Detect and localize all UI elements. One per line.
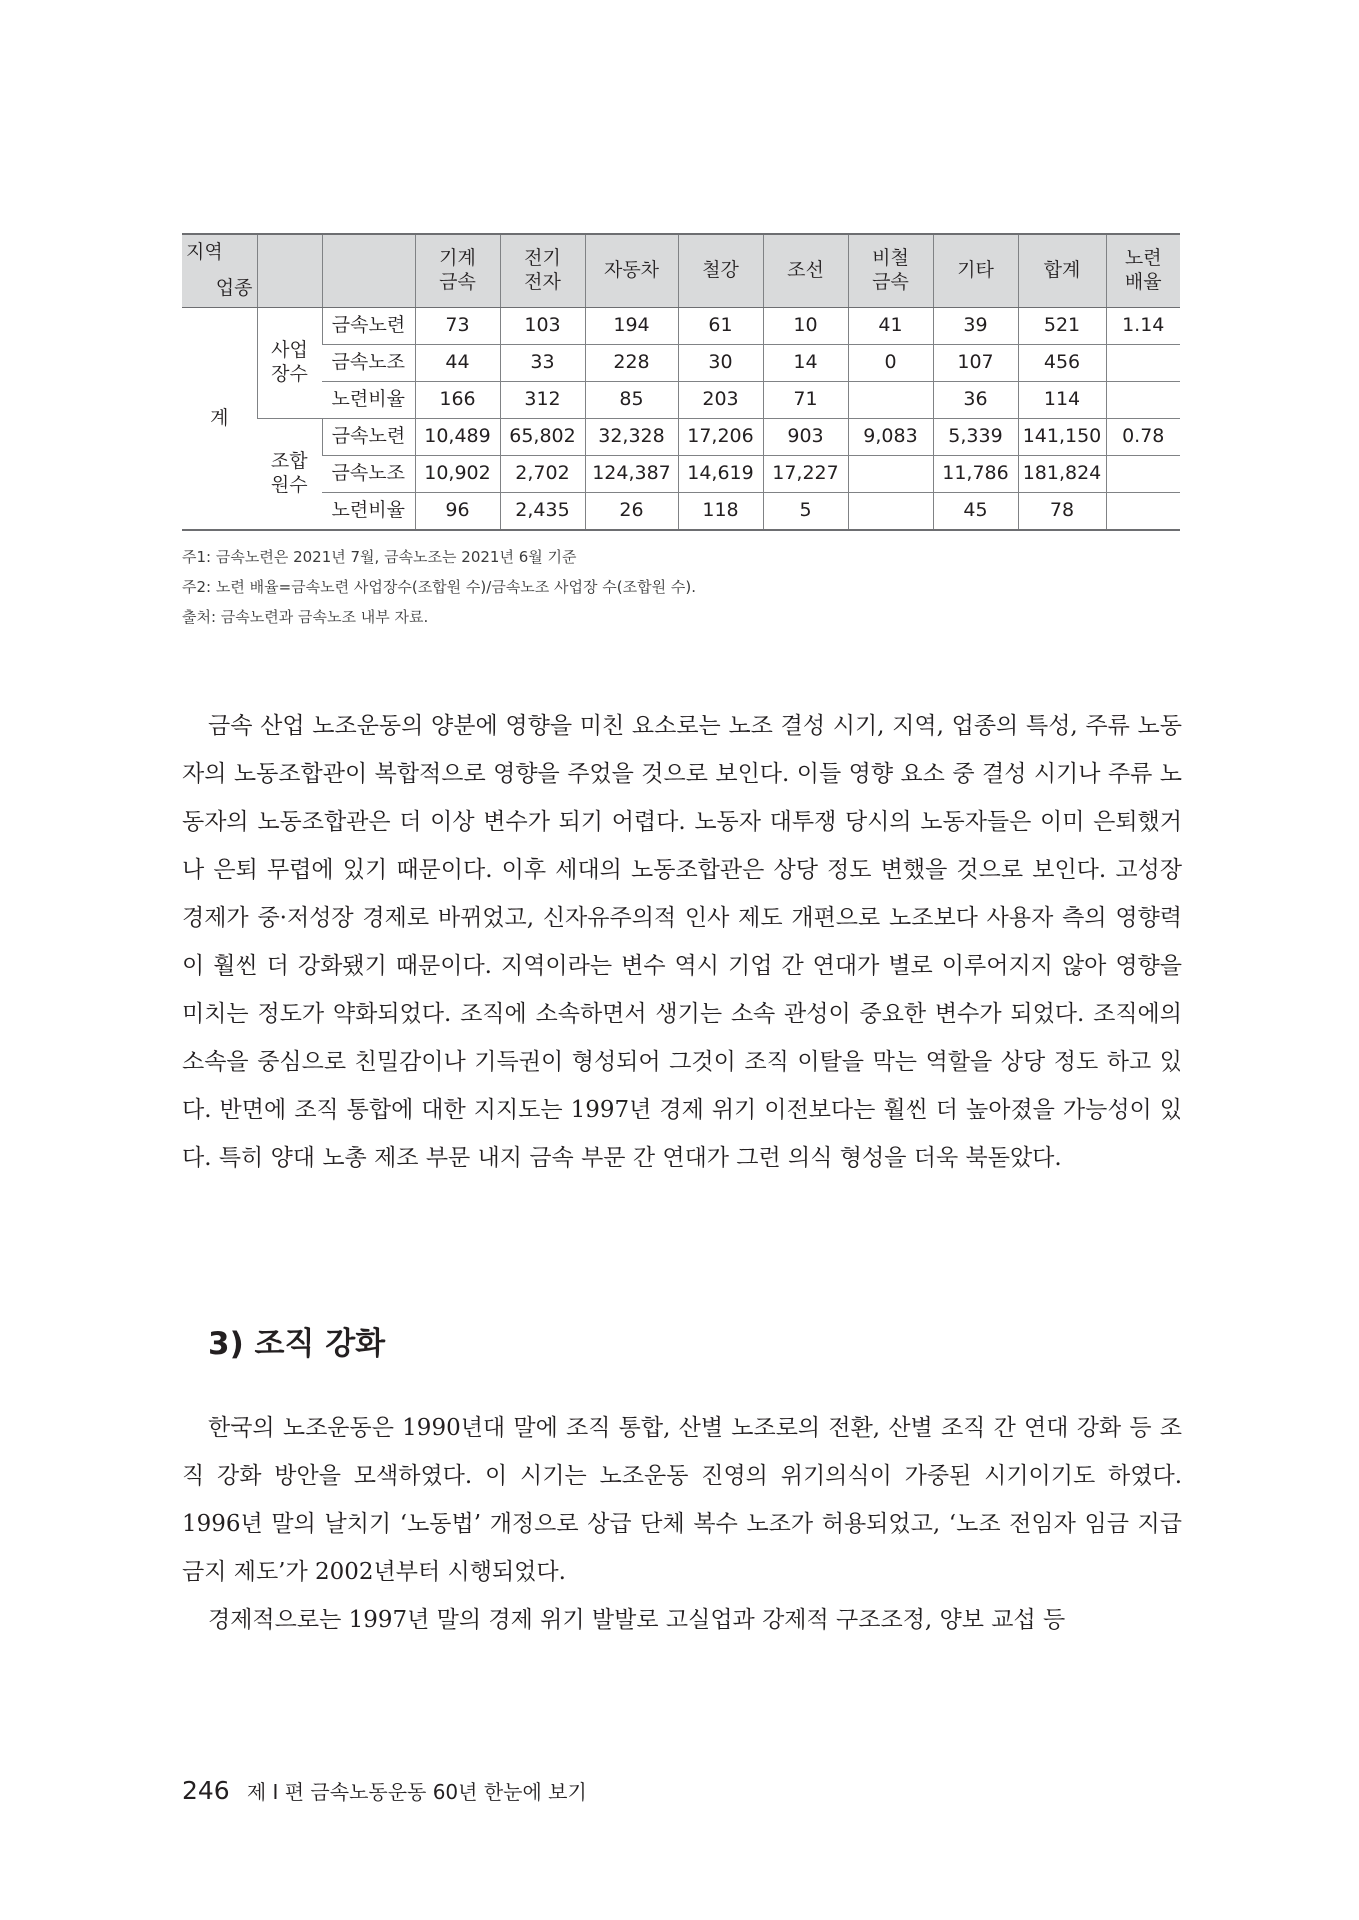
statistics-table-container	[182, 233, 1180, 531]
union-statistics-table	[182, 233, 1180, 531]
group-label-text: 조합	[270, 450, 308, 473]
table-cell: 456	[1018, 345, 1106, 382]
column-header-text: 조선	[787, 259, 824, 282]
table-row	[182, 345, 1180, 382]
table-cell: 10	[763, 308, 848, 345]
table-cell: 45	[933, 493, 1018, 531]
table-cell: 9,083	[848, 419, 933, 456]
column-header	[678, 234, 763, 308]
empty-header-cell	[257, 234, 322, 308]
body-paragraph-1	[182, 702, 1182, 1182]
column-header-text: 합계	[1043, 259, 1081, 282]
column-header	[763, 234, 848, 308]
table-cell: 41	[848, 308, 933, 345]
table-cell	[1106, 493, 1180, 531]
row-label-cell: 노련비율	[322, 382, 415, 419]
note-1: 주1: 금속노련은 2021년 7월, 금속노조는 2021년 6월 기준	[182, 548, 577, 566]
row-label-cell: 금속노조	[322, 456, 415, 493]
column-header-text: 기타	[957, 259, 994, 282]
table-cell: 203	[678, 382, 763, 419]
section-heading: 3) 조직 강화	[208, 1326, 386, 1362]
table-cell: 107	[933, 345, 1018, 382]
table-cell: 194	[585, 308, 678, 345]
table-cell: 30	[678, 345, 763, 382]
table-cell	[848, 493, 933, 531]
table-cell	[1106, 345, 1180, 382]
page-footer	[182, 1776, 587, 1805]
body-paragraph-2	[182, 1404, 1182, 1644]
table-cell	[848, 382, 933, 419]
page-number: 246	[182, 1776, 230, 1805]
corner-industry-label: 업종	[215, 277, 253, 300]
table-cell	[848, 456, 933, 493]
table-cell: 5	[763, 493, 848, 531]
table-cell: 36	[933, 382, 1018, 419]
table-row	[182, 493, 1180, 531]
column-header-text: 전기	[524, 247, 561, 270]
table-header-row	[182, 234, 1180, 308]
table-cell: 11,786	[933, 456, 1018, 493]
paragraph-text: 금속 산업 노조운동의 양분에 영향을 미친 요소로는 노조 결성 시기, 지역, 업종의 특성, 주류 노동자의 노동조합관이 복합적으로 영향을 주었을 것으로 보인다. 이들 영향 요소 중 결성 시기나 주류 노동자의 노동조합관은 더 이상 변수가 되기 어렵다. 노동자 대투쟁 당시의 노동자들은 이미 은퇴했거나 은퇴 무렵에 있기 때문이다. 이후 세대의 노동조합관은 상당 정도 변했을 것으로 보인다. 고성장 경제가 중·저성장 경제로 바뀌었고, 신자유주의적 인사 제도 개편으로 노조보다 사용자 측의 영향력이 훨씬 더 강화됐기 때문이다. 지역이라는 변수 역시 기업 간 연대가 별로 이루어지지 않아 영향을 미치는 정도가 약화되었다. 조직에 소속하면서 생기는 소속 관성이 중요한 변수가 되었다. 조직에의 소속을 중심으로 친밀감이나 기득권이 형성되어 그것이 조직 이탈을 막는 역할을 상당 정도 하고 있다. 반면에 조직 통합에 대한 지지도는 1997년 경제 위기 이전보다는 훨씬 더 높아졌을 가능성이 있다. 특히 양대 노총 제조 부문 내지 금속 부문 간 연대가 그런 의식 형성을 더욱 북돋았다.	[182, 713, 1182, 1171]
table-cell: 0	[848, 345, 933, 382]
table-row	[182, 308, 1180, 345]
column-header	[933, 234, 1018, 308]
table-cell: 17,227	[763, 456, 848, 493]
table-cell: 10,902	[415, 456, 500, 493]
column-header-text: 금속	[439, 271, 476, 293]
row-label-cell: 금속노조	[322, 345, 415, 382]
group-label-cell	[257, 308, 322, 419]
column-header-text: 기계	[439, 247, 476, 270]
table-cell: 10,489	[415, 419, 500, 456]
column-header	[848, 234, 933, 308]
table-cell: 2,702	[500, 456, 585, 493]
running-title: 제 I 편 금속노동운동 60년 한눈에 보기	[246, 1780, 587, 1804]
table-cell: 14,619	[678, 456, 763, 493]
table-cell: 14	[763, 345, 848, 382]
table-row	[182, 456, 1180, 493]
table-notes	[182, 542, 696, 632]
corner-region-label: 지역	[186, 241, 223, 263]
table-cell: 903	[763, 419, 848, 456]
table-cell: 61	[678, 308, 763, 345]
column-header	[415, 234, 500, 308]
table-row	[182, 419, 1180, 456]
table-cell: 65,802	[500, 419, 585, 456]
source-note: 출처: 금속노련과 금속노조 내부 자료.	[182, 608, 429, 626]
row-label-cell: 금속노련	[322, 308, 415, 345]
table-cell: 181,824	[1018, 456, 1106, 493]
column-header-text: 철강	[702, 259, 739, 282]
column-header-text: 자동차	[603, 259, 660, 282]
column-header	[500, 234, 585, 308]
table-cell: 71	[763, 382, 848, 419]
table-cell: 166	[415, 382, 500, 419]
column-header-text: 노련	[1124, 247, 1162, 270]
table-cell: 2,435	[500, 493, 585, 531]
table-cell: 44	[415, 345, 500, 382]
column-header	[585, 234, 678, 308]
paragraph-text: 한국의 노조운동은 1990년대 말에 조직 통합, 산별 노조로의 전환, 산별 조직 간 연대 강화 등 조직 강화 방안을 모색하였다. 이 시기는 노조운동 진영의 위기의식이 가중된 시기이기도 하였다. 1996년 말의 날치기 ‘노동법’ 개정으로 상급 단체 복수 노조가 허용되었고, ‘노조 전임자 임금 지급 금지 제도’가 2002년부터 시행되었다.	[182, 1415, 1182, 1585]
column-header	[1106, 234, 1180, 308]
table-cell: 124,387	[585, 456, 678, 493]
table-row	[182, 382, 1180, 419]
table-cell	[1106, 456, 1180, 493]
table-cell: 32,328	[585, 419, 678, 456]
table-cell	[1106, 382, 1180, 419]
column-header	[1018, 234, 1106, 308]
table-cell: 521	[1018, 308, 1106, 345]
table-cell: 78	[1018, 493, 1106, 531]
table-cell: 1.14	[1106, 308, 1180, 345]
table-cell: 85	[585, 382, 678, 419]
row-label-cell: 노련비율	[322, 493, 415, 531]
column-header-text: 비철	[872, 247, 909, 270]
table-cell: 17,206	[678, 419, 763, 456]
column-header-text: 금속	[872, 271, 909, 293]
total-label-cell: 계	[210, 406, 229, 429]
table-cell: 96	[415, 493, 500, 531]
table-cell: 39	[933, 308, 1018, 345]
corner-header-cell	[182, 234, 257, 308]
table-cell: 312	[500, 382, 585, 419]
group-label-text: 장수	[271, 363, 308, 385]
group-label-cell	[257, 419, 322, 531]
table-cell: 5,339	[933, 419, 1018, 456]
paragraph-text: 경제적으로는 1997년 말의 경제 위기 발발로 고실업과 강제적 구조조정, 양보 교섭 등	[208, 1607, 1066, 1633]
row-label-cell: 금속노련	[322, 419, 415, 456]
table-cell: 118	[678, 493, 763, 531]
table-cell: 228	[585, 345, 678, 382]
note-2: 주2: 노련 배율=금속노련 사업장수(조합원 수)/금속노조 사업장 수(조합원 수).	[182, 578, 696, 596]
table-cell: 33	[500, 345, 585, 382]
table-cell: 73	[415, 308, 500, 345]
table-cell: 114	[1018, 382, 1106, 419]
empty-header-cell	[322, 234, 415, 308]
column-header-text: 배율	[1124, 271, 1162, 293]
column-header-text: 전자	[524, 271, 561, 293]
group-label-text: 원수	[270, 474, 308, 496]
table-cell: 26	[585, 493, 678, 531]
table-cell: 103	[500, 308, 585, 345]
table-cell: 0.78	[1106, 419, 1180, 456]
table-cell: 141,150	[1018, 419, 1106, 456]
group-label-text: 사업	[271, 339, 308, 362]
